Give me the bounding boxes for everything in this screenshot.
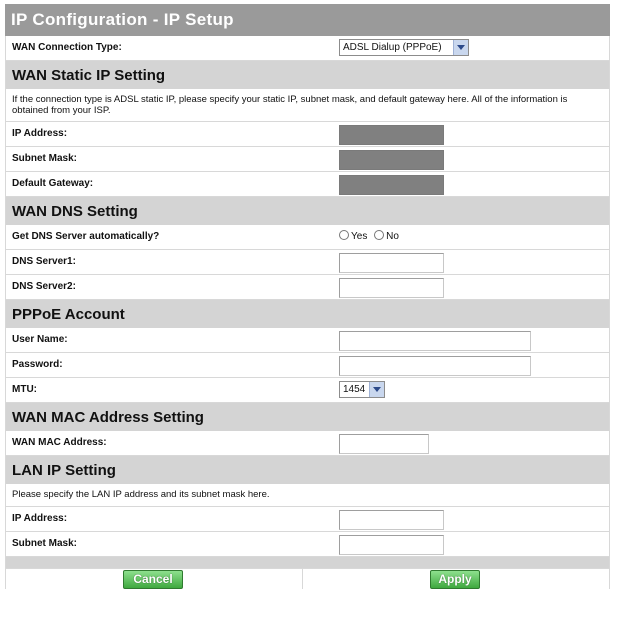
mtu-select[interactable] (339, 381, 385, 398)
dns-no-label: No (386, 231, 399, 242)
pppoe-heading: PPPoE Account (5, 300, 610, 328)
lan-ip-input[interactable] (339, 510, 444, 530)
lan-mask-row (5, 532, 610, 557)
wan-connection-value: ADSL Dialup (PPPoE) (343, 42, 442, 53)
lan-mask-input[interactable] (339, 535, 444, 555)
chevron-down-icon[interactable] (453, 40, 468, 55)
dns1-input[interactable] (339, 253, 444, 273)
wan-mask-label: Subnet Mask: (12, 153, 78, 164)
lan-ip-row (5, 507, 610, 532)
dns-auto-label: Get DNS Server automatically? (12, 231, 160, 242)
lan-ip-heading: LAN IP Setting (5, 456, 610, 484)
wan-static-description: If the connection type is ADSL static IP, please specify your static IP, subnet mask, and default gateway here. All of the information is obtained from your ISP. (5, 89, 610, 122)
dns2-input[interactable] (339, 278, 444, 298)
dns2-label: DNS Server2: (12, 281, 76, 292)
wan-gateway-input (339, 175, 444, 195)
lan-mask-label: Subnet Mask: (12, 538, 78, 549)
password-label: Password: (12, 359, 63, 370)
apply-cell (302, 569, 610, 589)
username-input[interactable] (339, 331, 531, 351)
wan-ip-input (339, 125, 444, 145)
ip-setup-panel (5, 4, 610, 589)
dns1-row (5, 250, 610, 275)
wan-mask-input (339, 150, 444, 170)
cancel-cell (5, 569, 303, 589)
wan-ip-label: IP Address: (12, 128, 68, 139)
footer-divider (5, 557, 610, 568)
wan-dns-heading: WAN DNS Setting (5, 197, 610, 225)
mtu-row (5, 378, 610, 403)
apply-button[interactable]: Apply (430, 570, 480, 589)
wan-ip-row (5, 122, 610, 147)
dns-auto-radios (339, 228, 399, 246)
wan-mac-label: WAN MAC Address: (12, 437, 107, 448)
button-row (5, 568, 610, 589)
mtu-value: 1454 (343, 384, 366, 395)
password-row (5, 353, 610, 378)
dns-yes-radio[interactable] (339, 230, 349, 240)
wan-mac-input[interactable] (339, 434, 429, 454)
dns-no-radio[interactable] (374, 230, 384, 240)
wan-gateway-label: Default Gateway: (12, 178, 94, 189)
wan-mac-heading: WAN MAC Address Setting (5, 403, 610, 431)
chevron-down-icon[interactable] (369, 382, 384, 397)
dns2-row (5, 275, 610, 300)
dns1-label: DNS Server1: (12, 256, 76, 267)
wan-mac-row (5, 431, 610, 456)
password-input[interactable] (339, 356, 531, 376)
lan-ip-description: Please specify the LAN IP address and its subnet mask here. (5, 484, 610, 507)
wan-connection-row (5, 36, 610, 61)
username-row (5, 328, 610, 353)
lan-ip-label: IP Address: (12, 513, 68, 524)
cancel-button[interactable]: Cancel (123, 570, 183, 589)
wan-connection-select[interactable] (339, 39, 469, 56)
mtu-label: MTU: (12, 384, 37, 395)
username-label: User Name: (12, 334, 68, 345)
dns-yes-label: Yes (351, 231, 368, 242)
wan-gateway-row (5, 172, 610, 197)
wan-mask-row (5, 147, 610, 172)
page-title: IP Configuration - IP Setup (5, 4, 610, 36)
wan-static-heading: WAN Static IP Setting (5, 61, 610, 89)
wan-connection-label: WAN Connection Type: (12, 42, 122, 53)
dns-auto-row (5, 225, 610, 250)
